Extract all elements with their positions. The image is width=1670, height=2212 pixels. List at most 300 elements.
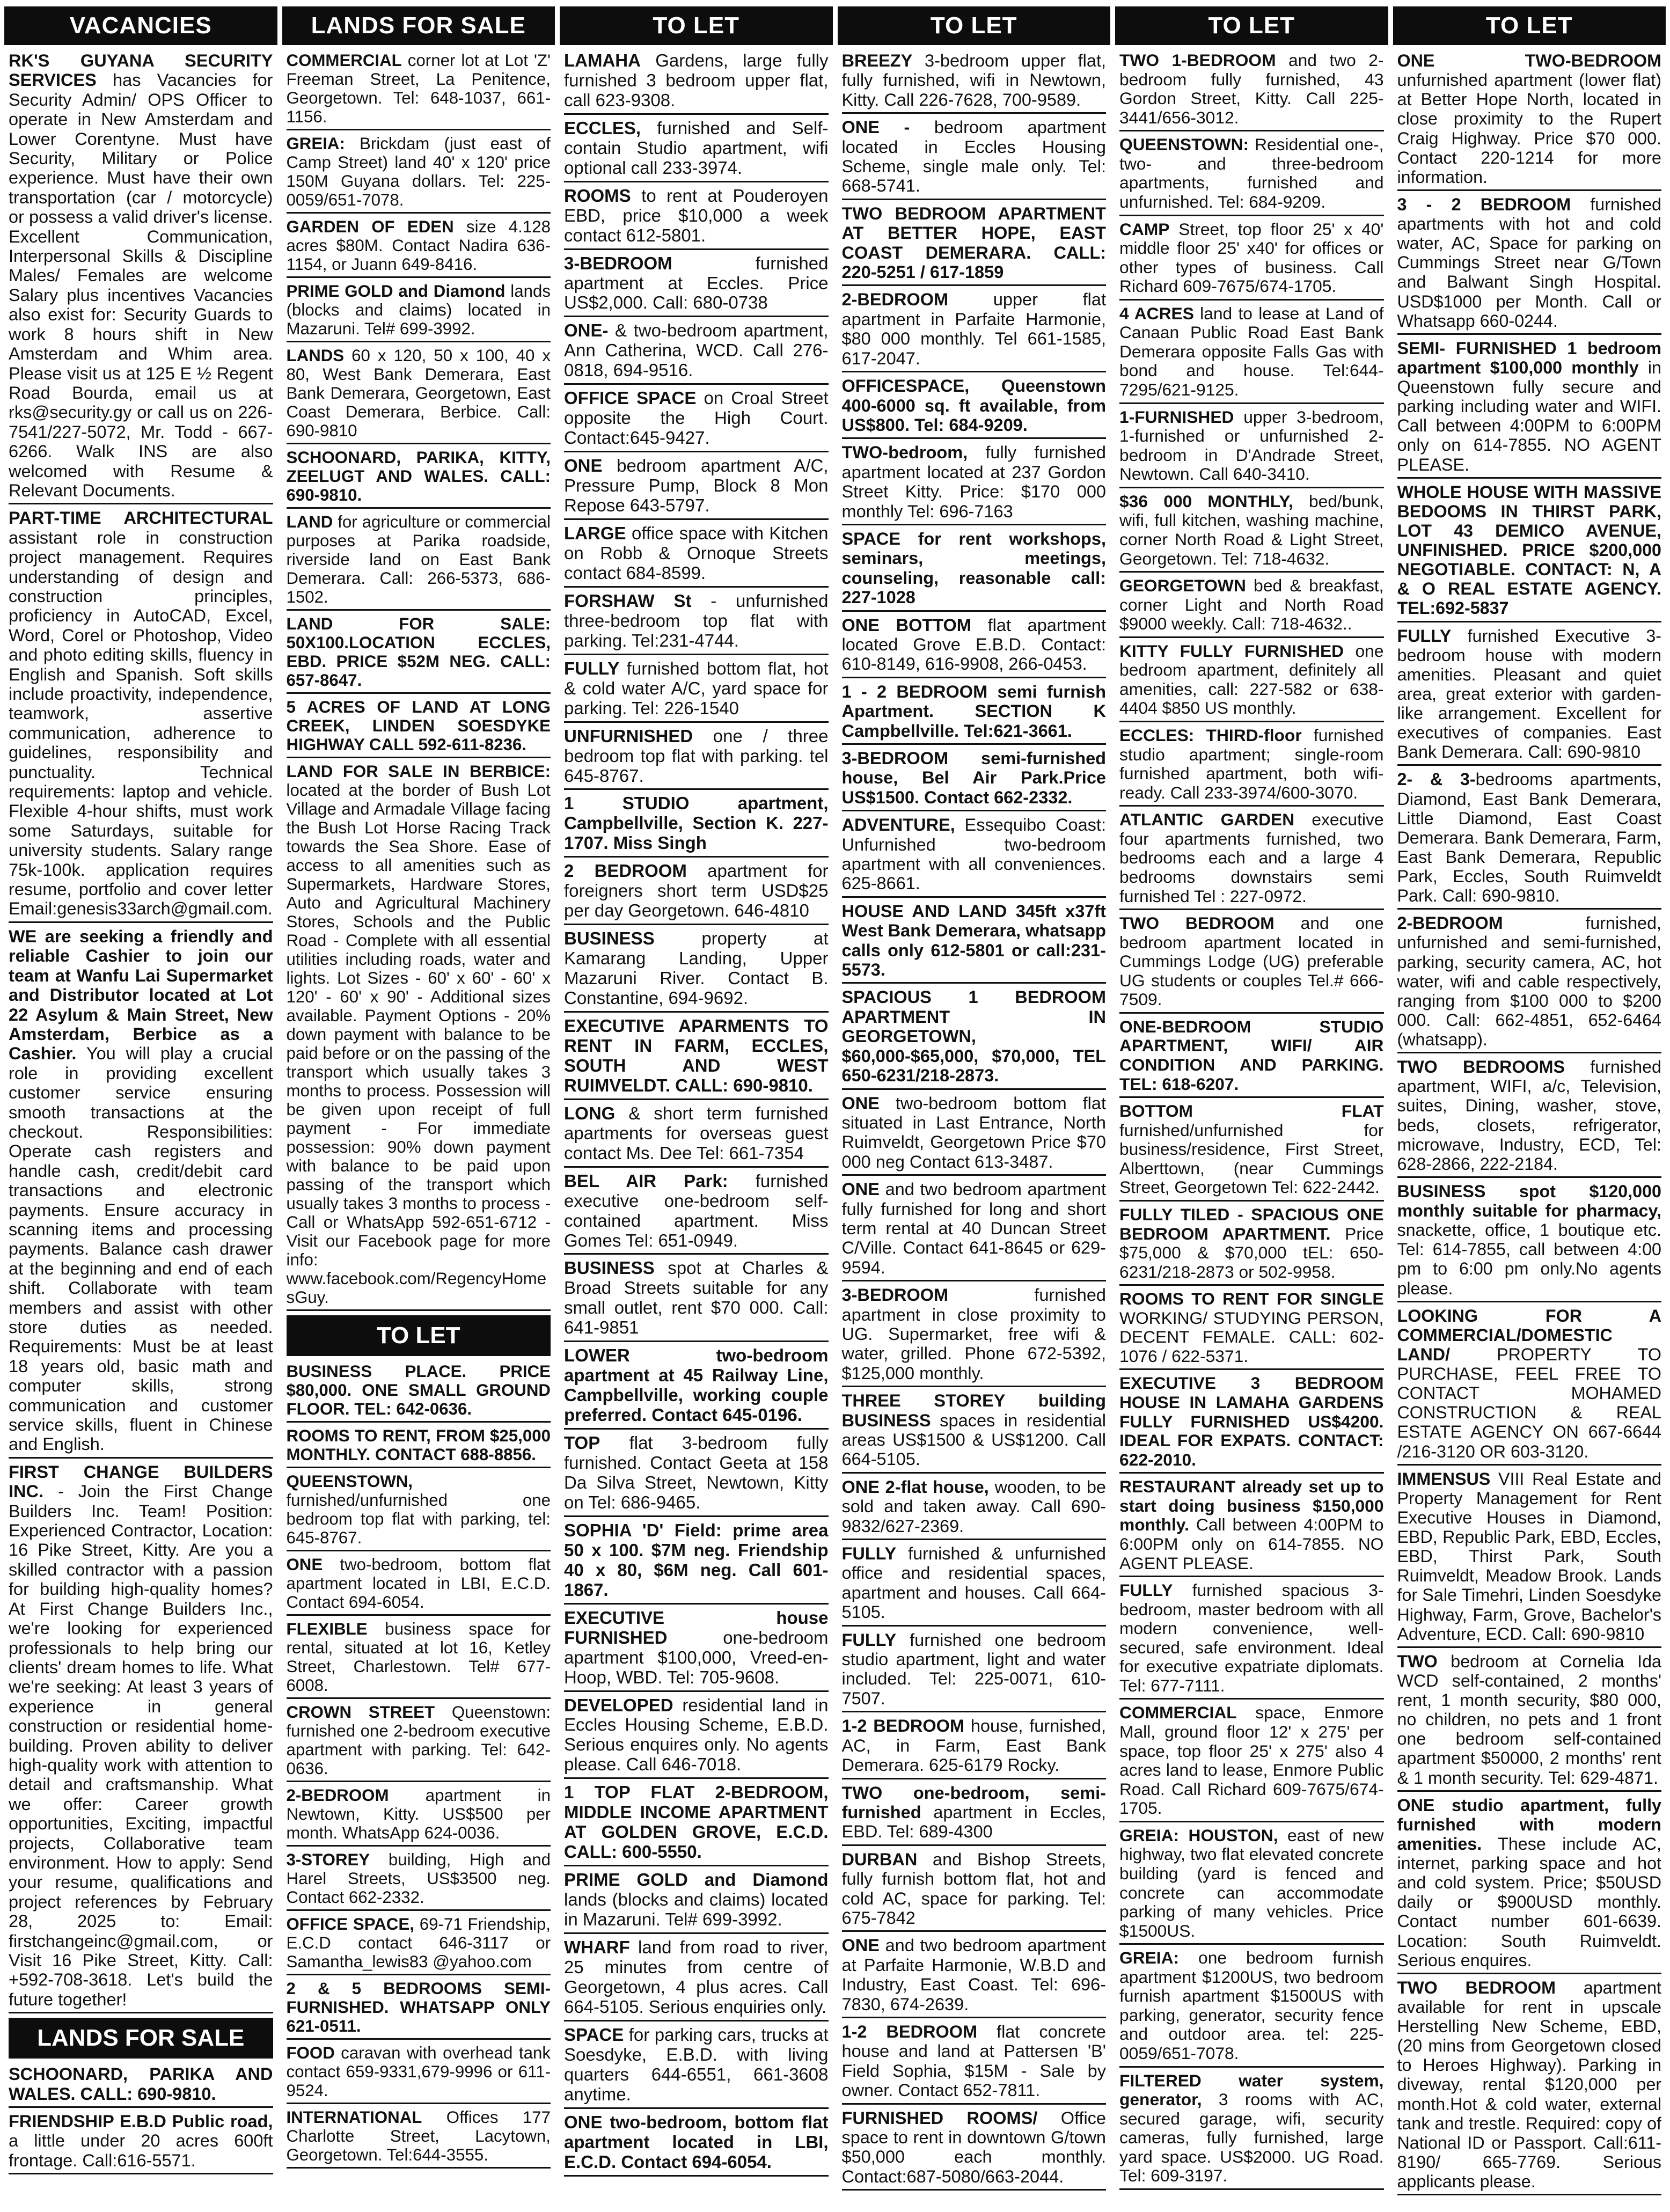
ad-lead: PART-TIME ARCHITECTURAL	[9, 508, 273, 528]
ad-text: one-bedroom apartment $100,000, Vreed-en-Hoop, WBD. Tel: 705-9608.	[564, 1627, 829, 1687]
classified-ad	[1119, 2070, 1384, 2190]
column-to-let	[560, 6, 833, 2207]
ad-text: PROPERTY TO PURCHASE, FEEL FREE TO CONTACT MOHAMED CONSTRUCTION & REAL ESTATE AGENCY ON 667-6644 /216-3120 OR 603-3120.	[1397, 1344, 1661, 1461]
ad-lead: FLEXIBLE	[286, 1620, 368, 1638]
classified-ad	[1119, 218, 1384, 301]
ad-lead: RESTAURANT already set up to start doing business $150,000 monthly.	[1119, 1477, 1384, 1535]
ad-lead: 1-2 BEDROOM	[841, 2021, 978, 2041]
ad-text: 3 rooms with AC, secured garage, wifi, security cameras, fully furnished, large yard space. US$2000. UG Road. Tel: 609-3197.	[1119, 2090, 1384, 2186]
ad-lead: GARDEN OF EDEN	[286, 217, 454, 236]
classified-ad	[842, 528, 1107, 612]
section-header: TO LET	[560, 6, 833, 45]
classified-ad	[1119, 724, 1384, 807]
classified-ad	[842, 49, 1107, 114]
ad-text: bed & breakfast, corner Light and North Road $9000 weekly. Call: 718-4632..	[1119, 576, 1384, 634]
classified-ad	[842, 1715, 1107, 1779]
classified-ad	[842, 116, 1107, 200]
ad-text: You will play a crucial role in providing excellent customer service ensuring smooth transactions at the checkout. Responsibilities: Operate cash registers and handle cash, credit/debit card transactions and electronic payments. Ensure accuracy in scanning items and processing payments. Balance cash drawer at the beginning and end of each shift. Collaborate with team members and assist with other store duties as needed. Requirements: Must be at least 18 years old, basic math and computer skills, strong communication and customer service skills, fluent in Chinese and English.	[9, 1044, 273, 1454]
ad-lead: LAMAHA	[564, 50, 641, 70]
classified-ad	[564, 1170, 829, 1255]
ad-text: and Bishop Streets, fully furnish bottom flat, hot and cold AC, space for parking. Tel: 675-7842	[841, 1849, 1106, 1928]
ad-text: land from road to river, 25 minutes from centre of Georgetown, 4 plus acres. Call 664-5105. Serious enquiries only.	[564, 1937, 829, 2017]
ad-lead: 2- & 3-	[1397, 770, 1476, 789]
classified-ad	[842, 1542, 1107, 1627]
ad-text: & short term furnished apartments for overseas guest contact Ms. Dee Tel: 661-7354	[564, 1103, 829, 1163]
classified-ad	[1397, 912, 1662, 1053]
ad-lead: WHOLE HOUSE WITH MASSIVE BEDOOMS IN THIRST PARK, LOT 43 DEMICO AVENUE, UNFINISHED. PRICE $200,000 NEGOTIABLE. CONTACT: N, A & O REAL ESTATE AGENCY. TEL:692-5837	[1397, 482, 1661, 618]
ad-lead: BUSINESS	[564, 1258, 655, 1278]
ad-lead: LONG	[564, 1103, 616, 1123]
ad-lead: OFFICE SPACE	[564, 388, 697, 408]
ad-text: located at the border of Bush Lot Village and Armadale Village facing the Bush Lot Horse Racing Track towards the Sea Shore. Ease of access to all amenities such as Supermarkets, Hardware Stores, Auto and Agricultural Machinery Stores, Schools and the Public Road - Complete with all essential utilities including roads, water and lights. Lot Sizes - 60' x 60' - 60' x 120' - 60' x 90' - Additional sizes available. Payment Options - 20% down payment with balance to be paid before or on the passing of the transport which usually takes 3 months to process. Possession will be given upon receipt of full payment - For immediate possession: 90% down payment with balance to be paid upon passing of the transport which usually takes 3 months to process - Call or WhatsApp 592-651-6712 - Visit our Facebook page for more info: www.facebook.com/RegencyHomesGuy.	[286, 781, 551, 1307]
ad-text: bedrooms apartments, Diamond, East Bank Demerara, Little Diamond, East Coast Demerara. Bank Demerara, Farm, East Bank Demerara, Republic Park, Eccles, South Ruimveldt Park. Call: 690-9810.	[1397, 770, 1661, 906]
ad-text: Office space to rent in downtown G/town $50,000 each monthly. Contact:687-5080/663-2044.	[841, 2108, 1106, 2186]
ad-lead: ECCLES: THIRD-floor	[1119, 726, 1302, 745]
classified-ad	[1397, 768, 1662, 910]
ad-lead: ONE	[286, 1555, 323, 1574]
ad-lead: TWO-bedroom,	[841, 443, 968, 463]
classified-ad	[564, 590, 829, 655]
ad-text: furnished & unfurnished office and residential spaces, apartment and houses. Call 664-5105.	[841, 1544, 1106, 1622]
classified-ad	[1397, 49, 1662, 191]
ad-text: Street, top floor 25' x 40' middle floor 25' x40' for offices or other types of business. Call Richard 609-7675/674-1705.	[1119, 219, 1384, 296]
ad-lead: OFFICESPACE, Queenstown 400-6000 sq. ft available, from US$800. Tel: 684-9209.	[841, 376, 1106, 435]
classified-ad	[842, 747, 1107, 811]
classified-ad	[564, 1432, 829, 1517]
ad-text: two-bedroom, bottom flat apartment located in LBI, E.C.D. Contact 694-6054.	[286, 1555, 551, 1612]
ad-text: space, Enmore Mall, ground floor 12' x 275' per space, top floor 25' x 275' also 4 acres land to lease, Enmore Public Road. Call Richard 609-7675/674-1705.	[1119, 1703, 1384, 1818]
column-to-let	[1393, 6, 1666, 2207]
ad-text: - unfurnished three-bedroom top flat with parking. Tel:231-4744.	[564, 590, 829, 650]
ad-text: Offices 177 Charlotte Street, Lacytown, Georgetown. Tel:644-3555.	[286, 2108, 551, 2164]
ad-lead: INTERNATIONAL	[286, 2108, 422, 2127]
classified-ad	[1119, 1100, 1384, 1202]
classified-ad	[842, 814, 1107, 898]
ad-lead: LANDS	[286, 346, 345, 365]
ad-text: Residential one-, two- and three-bedroom apartments, furnished and unfurnished. Tel: 684-9209.	[1119, 135, 1384, 211]
ad-lead: SPACE for rent workshops, seminars, meetings, counseling, reasonable call: 227-1028	[841, 529, 1106, 607]
classified-ad	[842, 1284, 1107, 1387]
classified-ad	[1397, 1650, 1662, 1792]
ad-lead: TOP	[564, 1433, 600, 1453]
ad-lead: CROWN STREET	[286, 1703, 435, 1722]
classified-ad	[564, 657, 829, 723]
ad-lead: SPACIOUS 1 BEDROOM APARTMENT IN GEORGETOWN, $60,000-$65,000, $70,000, TEL 650-6231/218-2873.	[841, 987, 1106, 1086]
classified-ad	[564, 1344, 829, 1430]
ad-lead: WE are seeking a friendly and reliable Cashier to join our team at Wanfu Lai Supermarket and Distributor located at Lot 22 Asylum & Main Street, New Amsterdam, Berbice as a Cashier.	[9, 926, 273, 1064]
ad-lead: QUEENSTOWN,	[286, 1472, 413, 1491]
classified-ad	[287, 1470, 551, 1551]
classified-ad	[287, 1977, 551, 2040]
classified-ad	[1119, 1825, 1384, 1945]
ad-lead: TWO BEDROOM	[1119, 913, 1275, 933]
classified-ad	[564, 1015, 829, 1100]
ad-text: spot at Charles & Broad Streets suitable for any small outlet, rent $70 000. Call: 641-9851	[564, 1258, 829, 1338]
ad-text: size 4.128 acres $80M. Contact Nadira 636-1154, or Juann 649-8416.	[286, 217, 551, 274]
ad-lead: FULLY	[841, 1544, 897, 1564]
ad-lead: LARGE	[564, 523, 626, 544]
ad-text: caravan with overhead tank contact 659-9331,679-9996 or 611-9524.	[286, 2043, 551, 2100]
classified-ad	[564, 2111, 829, 2177]
classified-ad	[1119, 1476, 1384, 1577]
classified-ad	[1119, 490, 1384, 573]
classified-ad	[842, 900, 1107, 984]
ad-text: house, furnished, AC, in Farm, East Bank Demerara. 625-6179 Rocky.	[841, 1716, 1106, 1775]
column-body	[282, 45, 555, 2169]
classified-ad	[842, 1178, 1107, 1281]
column-to-let	[1115, 6, 1388, 2207]
ad-text: has Vacancies for Security Admin/ OPS Officer to operate in New Amsterdam and Lower Corentyne. Must have Security, Military or Police experience. Must have their own transportation (car / motorcycle) or possess a valid driver's license. Excellent Communication, Interpersonal Skills & Discipline Males/ Females are welcome Salary plus incentives Vacancies also exist for: Security Guards to work 8 hours shift in New Amsterdam and Whim area. Please visit us at 125 E ½ Regent Road Bourda, email us at rks@security.gy or call us on 226-7541/227-5072, Mr. Todd - 667-6266. Walk INS are also welcomed with Resume & Relevant Documents.	[9, 70, 273, 500]
classified-ad	[564, 455, 829, 520]
ad-text: apartment available for rent in upscale Herstelling New Scheme, EBD, (20 mins from Georgetown closed to Heroes Highway). Parking in diveway, rental $120,000 per month.Hot & cold water, external tank and trestle. Required: copy of National ID or Passport. Call:611-8190/ 665-7769. Serious applicants please.	[1397, 1977, 1661, 2191]
ad-lead: TWO 1-BEDROOM	[1119, 50, 1276, 70]
ad-text: flat 3-bedroom fully furnished. Contact Geeta at 158 Da Silva Street, Newtown, Kitty on Tel: 686-9465.	[564, 1433, 829, 1512]
ad-text: corner lot at Lot 'Z' Freeman Street, La Penitence, Georgetown. Tel: 648-1037, 661-1156.	[286, 51, 551, 126]
ad-lead: ONE studio apartment, fully furnished with modern amenities.	[1397, 1795, 1661, 1854]
classified-ad	[1397, 1794, 1662, 1974]
classified-ad	[564, 522, 829, 588]
ad-lead: ATLANTIC GARDEN	[1119, 810, 1295, 830]
classified-ad	[842, 614, 1107, 678]
ad-lead: 2 BEDROOM	[564, 861, 687, 881]
ad-lead: ECCLES,	[564, 118, 641, 138]
ad-text: upper 3-bedroom, 1-furnished or unfurnished 2-bedroom in D'Andrade Street, Newtown. Call 640-3410.	[1119, 407, 1384, 484]
classified-ad	[287, 511, 551, 611]
classified-ad	[287, 133, 551, 214]
ad-lead: TWO one-bedroom, semi-furnished	[841, 1783, 1106, 1822]
classified-ad	[1397, 337, 1662, 479]
classified-ad	[9, 507, 273, 923]
ad-lead: KITTY FULLY FURNISHED	[1119, 641, 1344, 661]
ad-text: east of new highway, two flat elevated concrete building (yard is fenced and concrete can accommodate parking of many vehicles. Price $1500US.	[1119, 1825, 1384, 1940]
ad-text: furnished apartments with hot and cold water, AC, Space for parking on Cummings Street near G/Town and Balwant Singh Hospital. USD$1000 per Month. Call or Whatsapp 660-0244.	[1397, 194, 1661, 331]
ad-lead: FULLY	[1119, 1580, 1173, 1600]
ad-text: business space for rental, situated at lot 16, Ketley Street, Charlestown. Tel# 677-6008.	[286, 1620, 551, 1695]
ad-text: one bedroom apartment, definitely all amenities, call: 227-582 or 638-4404 $850 US monthly.	[1119, 641, 1384, 718]
classified-ad	[842, 2020, 1107, 2105]
ad-lead: FURNISHED ROOMS/	[841, 2108, 1038, 2128]
ad-text: land to lease at Land of Canaan Public Road East Bank Demerara opposite Falls Gas with bond and house. Tel:644-7295/621-9125.	[1119, 303, 1384, 399]
section-header: TO LET	[1115, 6, 1388, 45]
ad-lead: FULLY	[841, 1630, 897, 1650]
classified-ad	[842, 1782, 1107, 1846]
ad-text: and two bedroom apartment at Parfaite Harmonie, W.B.D and Industry, East Coast. Tel: 696-7830, 674-2639.	[841, 1936, 1106, 2014]
ad-text: furnished apartment in close proximity to UG. Supermarket, free wifi & water, grilled. Phone 672-5392, $125,000 monthly.	[841, 1285, 1106, 1383]
ad-text: upper flat apartment in Parfaite Harmonie, $80 000 monthly. Tel 661-1585, 617-2047.	[841, 290, 1106, 368]
classified-ad	[564, 387, 829, 452]
ad-text: apartment in Eccles, EBD. Tel: 689-4300	[841, 1802, 1106, 1842]
ad-lead: HOUSE AND LAND 345ft x37ft West Bank Demerara, whatsapp calls only 612-5801 or call:231-5573.	[841, 901, 1106, 980]
column-body	[1115, 45, 1388, 2190]
ad-text: apartment in Newtown, Kitty. US$500 per month. WhatsApp 624-0036.	[286, 1786, 551, 1842]
ad-lead: IMMENSUS	[1397, 1469, 1491, 1489]
column-body	[838, 45, 1111, 2191]
ad-text: unfurnished apartment (lower flat) at Better Hope North, located in close proximity to the Rupert Craig Highway. Price $70 000. Contact 220-1214 for more information.	[1397, 70, 1661, 187]
classified-ad	[287, 613, 551, 694]
ad-text: bed/bunk, wifi, full kitchen, washing machine, corner North Road & Light Street, Georgetown. Tel: 718-4632.	[1119, 491, 1384, 568]
ad-lead: ONE	[841, 1936, 880, 1955]
classified-ad	[564, 1607, 829, 1692]
classified-ad	[1397, 1180, 1662, 1302]
classified-ad	[1119, 1702, 1384, 1822]
ad-lead: TWO	[1397, 1651, 1438, 1671]
classified-ad	[842, 986, 1107, 1089]
classified-ad	[1119, 134, 1384, 216]
ad-lead: SCHOONARD, PARIKA, KITTY, ZEELUGT AND WALES. CALL: 690-9810.	[286, 448, 551, 504]
classified-ad	[1119, 303, 1384, 404]
ad-text: furnished apartment, WIFI, a/c, Television, suites, Dining, washer, stove, beds, closets, refrigerator, microwave, Industry, ECD, Tel: 628-2866, 222-2184.	[1397, 1057, 1661, 1174]
ad-text: furnished studio apartment; single-room furnished apartment, both wifi-ready. Call 233-3974/600-3070.	[1119, 726, 1384, 802]
ad-lead: FILTERED water system, generator,	[1119, 2070, 1384, 2110]
classified-ad	[1397, 625, 1662, 766]
classified-ad	[9, 2110, 273, 2174]
ad-lead: FIRST CHANGE BUILDERS INC.	[9, 1462, 273, 1501]
ad-text: one bedroom furnish apartment $1200US, two bedroom furnish apartment $1500US with parking, generator, security fence and outdoor area. tel: 225-0059/651-7078.	[1119, 1948, 1384, 2063]
ad-lead: DEVELOPED	[564, 1695, 673, 1715]
ad-text: property at Kamarang Landing, Upper Mazaruni River. Contact B. Constantine, 694-9692.	[564, 928, 829, 1008]
classified-ad	[287, 2042, 551, 2104]
classified-ad	[287, 1913, 551, 1975]
classified-ad	[564, 49, 829, 115]
ad-lead: COMMERCIAL	[286, 51, 402, 70]
classified-ad	[564, 1257, 829, 1342]
classified-ad	[1119, 640, 1384, 722]
classified-ad	[564, 792, 829, 858]
ad-text: - Join the First Change Builders Inc. Team! Position: Experienced Contractor, Location: 16 Pike Street, Kitty. Are you a skilled contractor with a passion for building high-quality homes? At First Change Builders Inc., we're looking for experienced professionals to help bring our clients' dream homes to life. What we're seeking: At least 3 years of experience in general construction or residential home-building. Proven ability to deliver high-quality work with attention to detail and craftsmanship. What we offer: Career growth opportunities, Exciting, impactful projects, Collaborative team environment. How to apply: Send your resume, qualifications and project references by February 28, 2025 to: Email: firstchangeinc@gmail.com, or Visit 16 Pike Street, Kitty. Call: +592-708-3618. Let's build the future together!	[9, 1482, 273, 2009]
ad-lead: TWO BEDROOM	[1397, 1977, 1556, 1997]
ad-text: VIII Real Estate and Property Management for Rent Executive Houses in Diamond, EBD, Republic Park, EBD, Eccles, EBD, Thirst Park, South Ruimveldt, Meadow Brook. Lands for Sale Timehri, Linden Soesdyke Highway, Farm, Grove, Bachelor's Adventure, ECD. Call: 690-9810	[1397, 1469, 1661, 1644]
classified-ad	[842, 375, 1107, 439]
classified-ad	[1119, 1579, 1384, 1700]
classified-ad	[1119, 1204, 1384, 1286]
ad-lead: SEMI- FURNISHED 1 bedroom apartment $100,000 monthly	[1397, 338, 1661, 377]
ad-text: lands (blocks and claims) located in Mazaruni. Tel# 699-3992.	[286, 282, 551, 338]
column-body	[560, 45, 833, 2177]
ad-lead: QUEENSTOWN:	[1119, 135, 1249, 155]
classified-ad	[564, 725, 829, 790]
ad-lead: 4 ACRES	[1119, 303, 1194, 323]
ad-text: office space with Kitchen on Robb & Ornoque Streets contact 684-8599.	[564, 523, 829, 583]
ad-lead: PRIME GOLD and Diamond	[286, 282, 506, 301]
classified-ad	[842, 1934, 1107, 2018]
ad-text: and one bedroom apartment located in Cummings Lodge (UG) preferable UG students or couples Tel.# 666-7509.	[1119, 913, 1384, 1009]
column-to-let	[838, 6, 1111, 2207]
ad-text: residential land in Eccles Housing Scheme, E.B.D. Serious enquires only. No agents please. Call 646-7018.	[564, 1695, 829, 1775]
classified-ad	[564, 1694, 829, 1779]
classified-ad	[9, 2063, 273, 2108]
classified-ad	[287, 1701, 551, 1782]
ad-text: Gardens, large fully furnished 3 bedroom upper flat, call 623-9308.	[564, 50, 829, 110]
ad-lead: 3-BEDROOM	[841, 1285, 949, 1305]
classified-ad	[1119, 809, 1384, 910]
ad-lead: ROOMS	[564, 185, 631, 206]
ad-lead: GEORGETOWN	[1119, 576, 1246, 596]
ad-text: furnished bottom flat, hot & cold water A/C, yard space for parking. Tel: 226-1540	[564, 658, 829, 718]
ad-lead: PRIME GOLD and Diamond	[564, 1870, 829, 1890]
ad-text: furnished Executive 3- bedroom house with modern amenities. Pleasant and quiet area, great exterior with garden-like arrangement. Excellent for executives of companies. East Bank Demerara. Call: 690-9810	[1397, 626, 1661, 762]
classified-ad	[564, 2024, 829, 2109]
ad-lead: 2-BEDROOM	[286, 1786, 389, 1805]
classified-ad	[287, 760, 551, 1311]
classified-ad	[287, 1554, 551, 1616]
ad-text: fully furnished apartment located at 237 Gordon Street Kitty. Price: $170 000 monthly Tel: 696-7163	[841, 443, 1106, 521]
ad-lead: LAND	[286, 512, 333, 531]
ad-lead: 5 ACRES OF LAND AT LONG CREEK, LINDEN SOESDYKE HIGHWAY CALL 592-611-8236.	[286, 698, 551, 754]
ad-lead: ROOMS TO RENT, FROM $25,000 MONTHLY. CONTACT 688-8856.	[286, 1426, 551, 1464]
classified-ad	[1397, 1056, 1662, 1178]
ad-text: on Croal Street opposite the High Court. Contact:645-9427.	[564, 388, 829, 448]
ad-lead: $36 000 MONTHLY,	[1119, 491, 1293, 511]
ad-lead: GREIA:	[286, 134, 345, 153]
classified-ad	[1397, 193, 1662, 335]
classified-ad	[842, 288, 1107, 372]
classified-ad	[1397, 1468, 1662, 1648]
ad-lead: 1 - 2 BEDROOM semi furnish Apartment. SECTION K Campbellville. Tel:621-3661.	[841, 682, 1106, 741]
classified-ad	[564, 1869, 829, 1934]
section-header: TO LET	[287, 1315, 551, 1356]
ad-text: assistant role in construction project management. Requires understanding of design and construction principles, proficiency in AutoCAD, Excel, Word, Corel or Photoshop, Video and photo editing skills, fluency in English and Spanish. Soft skills include proactivity, independence, teamwork, assertive communication, adherence to guidelines, responsibility and punctuality. Technical requirements: laptop and vehicle. Flexible 4-hour shifts, must work some Saturdays, suitable for university students. Salary range 75k-100k. application requires resume, portfolio and cover letter Email:genesis33arch@gmail.com.	[9, 528, 273, 919]
ad-lead: GREIA:	[1119, 1948, 1180, 1968]
ad-lead: TWO BEDROOMS	[1397, 1057, 1565, 1077]
ad-text: in Queenstown fully secure and parking including water and WIFI. Call between 4:00PM to 6:00PM only on 614-7855. NO AGENT PLEASE.	[1397, 357, 1661, 474]
ad-lead: 3 - 2 BEDROOM	[1397, 194, 1571, 214]
ad-text: for agriculture or commercial purposes at Parika roadside, riverside land on East Bank Demerara. Call: 266-5373, 686-1502.	[286, 512, 551, 606]
classified-ad	[287, 446, 551, 509]
classified-ad	[1397, 1305, 1662, 1466]
classified-ad	[564, 319, 829, 385]
classified-ad	[287, 1360, 551, 1423]
ad-text: WORKING/ STUDYING PERSON, DECENT FEMALE. CALL: 602-1076 / 622-5371.	[1119, 1308, 1384, 1366]
section-header: TO LET	[1393, 6, 1666, 45]
ad-text: one / three bedroom top flat with parking. tel 645-8767.	[564, 726, 829, 786]
ad-lead: ONE two-bedroom, bottom flat apartment located in LBI, E.C.D. Contact 694-6054.	[564, 2112, 829, 2172]
column-lands-for-sale	[282, 6, 555, 2207]
ad-text: furnished apartment at Eccles. Price US$2,000. Call: 680-0738	[564, 253, 829, 313]
ad-text: apartment for foreigners short term USD$25 per day Georgetown. 646-4810	[564, 861, 829, 921]
ad-text: furnished spacious 3-bedroom, master bedroom with all modern convenience, well-secured, safe environment. Ideal for executive expatriate diplomats. Tel: 677-7111.	[1119, 1580, 1384, 1695]
classified-ad	[1119, 406, 1384, 488]
classified-ad	[564, 252, 829, 318]
ad-lead: BUSINESS spot $120,000 monthly suitable for pharmacy,	[1397, 1181, 1661, 1220]
ad-lead: BUSINESS PLACE. PRICE $80,000. ONE SMALL GROUND FLOOR. TEL: 642-0636.	[286, 1362, 551, 1418]
ad-lead: SCHOONARD, PARIKA AND WALES. CALL: 690-9810.	[9, 2064, 273, 2104]
classified-ad	[842, 680, 1107, 745]
classified-ad	[9, 1461, 273, 2013]
ad-lead: WHARF	[564, 1937, 630, 1958]
ad-lead: ONE	[564, 456, 603, 476]
ad-lead: THREE STOREY building BUSINESS	[841, 1391, 1106, 1430]
ad-text: furnished executive one-bedroom self-contained apartment. Miss Gomes Tel: 651-0949.	[564, 1170, 829, 1250]
ad-text: bedroom at Cornelia Ida WCD self-contained, 2 months' rent, 1 month security, $80 000, no children, no pets and 1 front one bedroom self-contained apartment $50000, 2 months' rent & 1 month security. Tel: 629-4871.	[1397, 1651, 1661, 1788]
ad-lead: EXECUTIVE APARMENTS TO RENT IN FARM, ECCLES, SOUTH AND WEST RUIMVELDT. CALL: 690-9810.	[564, 1015, 829, 1095]
ad-lead: OFFICE SPACE,	[286, 1915, 414, 1933]
ad-text: bedroom apartment located in Eccles Housing Scheme, single male only. Tel: 668-5741.	[841, 118, 1106, 196]
ad-lead: BEL AIR Park:	[564, 1170, 728, 1191]
ad-lead: BOTTOM FLAT	[1119, 1101, 1384, 1121]
ad-lead: 3-BEDROOM semi-furnished house, Bel Air Park.Price US$1500. Contact 662-2332.	[841, 749, 1106, 807]
ad-lead: 3-BEDROOM	[564, 253, 672, 273]
classified-ad	[287, 1425, 551, 1468]
ad-lead: 2-BEDROOM	[1397, 913, 1503, 933]
classified-ad	[1119, 912, 1384, 1014]
ad-lead: LAND FOR SALE: 50X100.LOCATION ECCLES, EBD. PRICE $52M NEG. CALL: 657-8647.	[286, 614, 551, 690]
ad-lead: 1-2 BEDROOM	[841, 1716, 965, 1736]
ad-text: Queenstown: furnished one 2-bedroom executive apartment with parking. Tel: 642-0636.	[286, 1703, 551, 1778]
classified-ad	[842, 1092, 1107, 1176]
ad-text: snackette, office, 1 boutique etc. Tel: 614-7855, call between 4:00 pm to 6:00 pm only.No agents please.	[1397, 1220, 1661, 1298]
ad-text: furnished/unfurnished one bedroom top flat with parking, tel: 645-8767.	[286, 1491, 551, 1547]
ad-lead: ONE TWO-BEDROOM	[1397, 51, 1661, 70]
ad-lead: EXECUTIVE house FURNISHED	[564, 1607, 829, 1647]
classified-ad	[564, 117, 829, 182]
ad-text: bedroom apartment A/C, Pressure Pump, Block 8 Mon Repose 643-5797.	[564, 456, 829, 516]
ad-lead: FOOD	[286, 2043, 335, 2062]
ad-text: wooden, to be sold and taken away. Call 690-9832/627-2369.	[841, 1477, 1106, 1536]
ad-lead: ONE-BEDROOM STUDIO APARTMENT, WIFI/ AIR CONDITION AND PARKING. TEL: 618-6207.	[1119, 1016, 1384, 1094]
classified-ad	[287, 216, 551, 278]
ad-lead: 1 STUDIO apartment, Campbellville, Section K. 227-1707. Miss Singh	[564, 793, 829, 853]
ad-lead: COMMERCIAL	[1119, 1703, 1237, 1723]
classified-ad	[1119, 1016, 1384, 1098]
classified-ad	[564, 1781, 829, 1866]
classified-ad	[9, 49, 273, 504]
ad-lead: ONE	[841, 1180, 880, 1199]
classified-ad	[564, 1936, 829, 2021]
classified-ad	[1397, 481, 1662, 622]
ad-lead: EXECUTIVE 3 BEDROOM HOUSE IN LAMAHA GARDENS FULLY FURNISHED US$4200. IDEAL FOR EXPATS. CONTACT: 622-2010.	[1119, 1373, 1384, 1469]
classified-ad	[287, 1618, 551, 1699]
ad-text: furnished one bedroom studio apartment, light and water included. Tel: 225-0071, 610-7507.	[841, 1630, 1106, 1708]
ad-text: for parking cars, trucks at Soesdyke, E.B.D. with living quarters 644-6551, 661-3608 anytime.	[564, 2024, 829, 2104]
ad-lead: ROOMS TO RENT FOR SINGLE	[1119, 1289, 1384, 1309]
ad-lead: 1 TOP FLAT 2-BEDROOM, MIDDLE INCOME APARTMENT AT GOLDEN GROVE, E.C.D. CALL: 600-5550.	[564, 1782, 829, 1862]
column-body	[1393, 45, 1666, 2195]
section-header: VACANCIES	[4, 6, 277, 45]
classified-ad	[1119, 49, 1384, 131]
classified-ad	[287, 49, 551, 130]
ad-lead: UNFURNISHED	[564, 726, 693, 746]
ad-text: & two-bedroom apartment, Ann Catherina, WCD. Call 276-0818, 694-9516.	[564, 320, 829, 380]
ad-text: spaces in residential areas US$1500 & US$1200. Call 664-5105.	[841, 1410, 1106, 1469]
classified-ad	[287, 345, 551, 444]
ad-text: executive four apartments furnished, two bedrooms each and a large 4 bedrooms downstairs semi furnished Tel : 227-0972.	[1119, 810, 1384, 906]
classified-ad	[1119, 1372, 1384, 1474]
ad-text: two-bedroom bottom flat situated in Last Entrance, North Ruimveldt, Georgetown Price $70 000 neg Contact 613-3487.	[841, 1093, 1106, 1171]
ad-lead: 2 & 5 BEDROOMS SEMI-FURNISHED. WHATSAPP ONLY 621-0511.	[286, 1979, 551, 2035]
ad-lead: ONE	[841, 1093, 880, 1113]
ad-text: 60 x 120, 50 x 100, 40 x 80, West Bank Demerara, East Bank Demerara, Georgetown, East Coast Demerara, Berbice. Call: 690-9810	[286, 346, 551, 440]
classified-ad	[842, 1629, 1107, 1713]
ad-text: Call between 4:00PM to 6:00PM only on 614-7855. NO AGENT PLEASE.	[1119, 1515, 1384, 1573]
ad-text: flat concrete house and land at Pattersen 'B' Field Sophia, $15M - Sale by owner. Contact 652-7811.	[841, 2021, 1106, 2100]
ad-lead: BUSINESS	[564, 928, 655, 949]
classified-ad	[564, 860, 829, 925]
ad-lead: FORSHAW St	[564, 590, 692, 611]
ad-lead: ONE-	[564, 320, 609, 341]
ad-lead: GREIA: HOUSTON,	[1119, 1825, 1278, 1845]
classified-ad	[842, 1476, 1107, 1540]
ad-lead: ONE -	[841, 118, 910, 137]
ad-lead: ONE BOTTOM	[841, 615, 971, 635]
column-body	[4, 45, 277, 2174]
ad-lead: LOOKING FOR A COMMERCIAL/DOMESTIC LAND/	[1397, 1306, 1661, 1364]
ad-text: furnished/unfurnished for business/residence, First Street, Alberttown, (near Cummings Street, Georgetown Tel: 622-2442.	[1119, 1120, 1384, 1197]
ad-text: Price $75,000 & $70,000 tEL: 650-6231/218-2873 or 502-9958.	[1119, 1224, 1384, 1281]
ad-lead: ADVENTURE,	[841, 815, 955, 835]
ad-text: 3-bedroom upper flat, fully furnished, wifi in Newtown, Kitty. Call 226-7628, 700-9589.	[841, 51, 1106, 109]
ad-text: and two 2-bedroom fully furnished, 43 Gordon Street, Kitty. Call 225- 3441/656-3012.	[1119, 50, 1384, 127]
ad-lead: 2-BEDROOM	[841, 290, 949, 310]
